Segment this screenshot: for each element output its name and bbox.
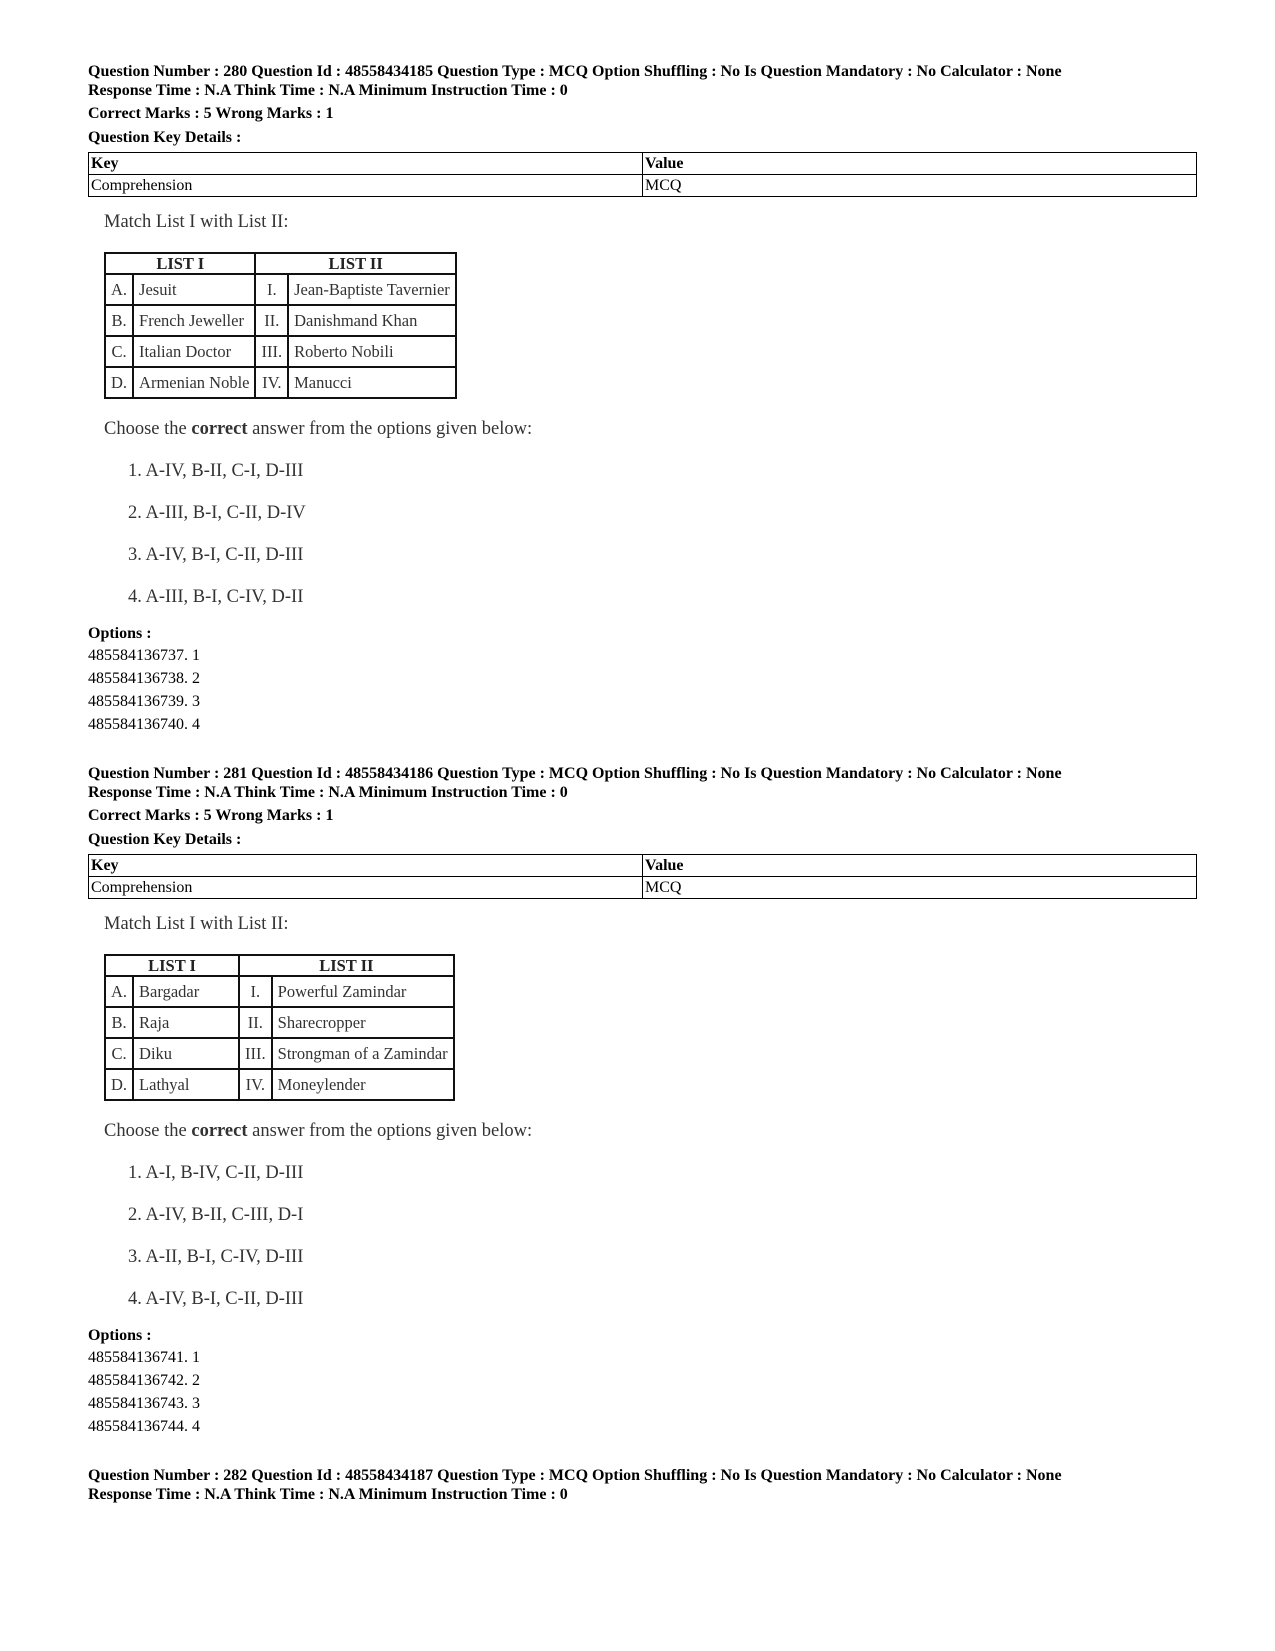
list-2-numeral: III. xyxy=(255,336,288,367)
value-cell: MCQ xyxy=(643,877,1197,899)
list-2-header: LIST II xyxy=(239,955,454,976)
table-row xyxy=(105,1007,454,1038)
question-header-line1: Question Number : 281 Question Id : 48558434186 Question Type : MCQ Option Shuffling : No Is Question Mandatory : No Calculator : None xyxy=(88,765,1062,782)
choose-instruction xyxy=(104,418,1198,440)
list-2-numeral: II. xyxy=(255,305,288,336)
choose-text-pre: Choose the xyxy=(104,419,192,439)
choose-text-post: answer from the options given below: xyxy=(247,1121,533,1141)
answer-option: 3. A-II, B-I, C-IV, D-III xyxy=(128,1247,304,1267)
option-id: 485584136744. 4 xyxy=(88,1418,200,1435)
key-header-cell: Key xyxy=(89,153,643,175)
list-1-item: Jesuit xyxy=(133,274,255,305)
key-details-table xyxy=(88,152,1197,197)
option-id: 485584136739. 3 xyxy=(88,693,200,710)
table-row xyxy=(105,1069,454,1100)
choose-text-post: answer from the options given below: xyxy=(247,419,533,439)
key-details-label: Question Key Details : xyxy=(88,129,242,146)
list-2-numeral: I. xyxy=(239,976,272,1007)
answer-option: 4. A-III, B-I, C-IV, D-II xyxy=(128,587,304,607)
list-1-item: Diku xyxy=(133,1038,239,1069)
document-page xyxy=(88,62,1198,1503)
value-cell: MCQ xyxy=(643,175,1197,197)
list-2-item: Sharecropper xyxy=(272,1007,454,1038)
key-cell: Comprehension xyxy=(89,175,643,197)
match-list-table xyxy=(104,954,455,1101)
key-header-cell: Key xyxy=(89,855,643,877)
option-id: 485584136742. 2 xyxy=(88,1372,200,1389)
marks-line: Correct Marks : 5 Wrong Marks : 1 xyxy=(88,105,334,122)
option-id: 485584136743. 3 xyxy=(88,1395,200,1412)
list-2-item: Moneylender xyxy=(272,1069,454,1100)
question-prompt: Match List I with List II: xyxy=(104,914,289,934)
question-header-line2: Response Time : N.A Think Time : N.A Minimum Instruction Time : 0 xyxy=(88,1486,568,1503)
option-id: 485584136737. 1 xyxy=(88,647,200,664)
choose-text-bold: correct xyxy=(191,1121,248,1141)
option-id: 485584136740. 4 xyxy=(88,716,200,733)
key-cell: Comprehension xyxy=(89,877,643,899)
table-row xyxy=(105,305,456,336)
list-1-letter: C. xyxy=(105,336,133,367)
choose-instruction xyxy=(104,1120,1198,1142)
list-2-item: Manucci xyxy=(288,367,456,398)
question-header-line1: Question Number : 280 Question Id : 48558434185 Question Type : MCQ Option Shuffling : No Is Question Mandatory : No Calculator : None xyxy=(88,63,1062,80)
list-2-numeral: I. xyxy=(255,274,288,305)
list-1-letter: C. xyxy=(105,1038,133,1069)
answer-option: 1. A-IV, B-II, C-I, D-III xyxy=(128,461,304,481)
question-block-280 xyxy=(88,62,1198,736)
question-content xyxy=(104,913,1198,1310)
options-label: Options : xyxy=(88,1327,152,1344)
list-1-letter: D. xyxy=(105,367,133,398)
table-row xyxy=(105,274,456,305)
answer-option: 4. A-IV, B-I, C-II, D-III xyxy=(128,1289,304,1309)
list-2-item: Strongman of a Zamindar xyxy=(272,1038,454,1069)
question-prompt: Match List I with List II: xyxy=(104,212,289,232)
match-list-table xyxy=(104,252,457,399)
answer-option: 2. A-III, B-I, C-II, D-IV xyxy=(128,503,306,523)
question-content xyxy=(104,211,1198,608)
table-row xyxy=(105,976,454,1007)
option-id: 485584136741. 1 xyxy=(88,1349,200,1366)
choose-text-pre: Choose the xyxy=(104,1121,192,1141)
answer-option: 2. A-IV, B-II, C-III, D-I xyxy=(128,1205,304,1225)
list-1-letter: A. xyxy=(105,274,133,305)
list-2-header: LIST II xyxy=(255,253,455,274)
question-header-line2: Response Time : N.A Think Time : N.A Minimum Instruction Time : 0 xyxy=(88,784,568,801)
list-2-item: Roberto Nobili xyxy=(288,336,456,367)
list-1-header: LIST I xyxy=(105,253,255,274)
list-1-letter: A. xyxy=(105,976,133,1007)
choose-text-bold: correct xyxy=(191,419,248,439)
option-id: 485584136738. 2 xyxy=(88,670,200,687)
list-2-numeral: III. xyxy=(239,1038,272,1069)
list-1-item: Raja xyxy=(133,1007,239,1038)
options-label: Options : xyxy=(88,625,152,642)
table-row xyxy=(105,1038,454,1069)
list-2-item: Powerful Zamindar xyxy=(272,976,454,1007)
list-1-item: Armenian Noble xyxy=(133,367,255,398)
list-1-letter: B. xyxy=(105,1007,133,1038)
key-details-table xyxy=(88,854,1197,899)
list-1-letter: B. xyxy=(105,305,133,336)
value-header-cell: Value xyxy=(643,855,1197,877)
list-2-item: Danishmand Khan xyxy=(288,305,456,336)
question-header-line2: Response Time : N.A Think Time : N.A Minimum Instruction Time : 0 xyxy=(88,82,568,99)
answer-option: 3. A-IV, B-I, C-II, D-III xyxy=(128,545,304,565)
list-1-item: Lathyal xyxy=(133,1069,239,1100)
list-2-numeral: IV. xyxy=(239,1069,272,1100)
list-2-numeral: IV. xyxy=(255,367,288,398)
table-row xyxy=(105,336,456,367)
marks-line: Correct Marks : 5 Wrong Marks : 1 xyxy=(88,807,334,824)
question-header-line1: Question Number : 282 Question Id : 48558434187 Question Type : MCQ Option Shuffling : No Is Question Mandatory : No Calculator : None xyxy=(88,1467,1062,1484)
list-1-letter: D. xyxy=(105,1069,133,1100)
key-details-label: Question Key Details : xyxy=(88,831,242,848)
question-block-281 xyxy=(88,764,1198,1438)
list-1-item: Bargadar xyxy=(133,976,239,1007)
value-header-cell: Value xyxy=(643,153,1197,175)
list-1-item: French Jeweller xyxy=(133,305,255,336)
table-row xyxy=(105,367,456,398)
list-1-header: LIST I xyxy=(105,955,239,976)
answer-option: 1. A-I, B-IV, C-II, D-III xyxy=(128,1163,304,1183)
list-2-item: Jean-Baptiste Tavernier xyxy=(288,274,456,305)
list-1-item: Italian Doctor xyxy=(133,336,255,367)
question-block-282 xyxy=(88,1466,1198,1504)
list-2-numeral: II. xyxy=(239,1007,272,1038)
